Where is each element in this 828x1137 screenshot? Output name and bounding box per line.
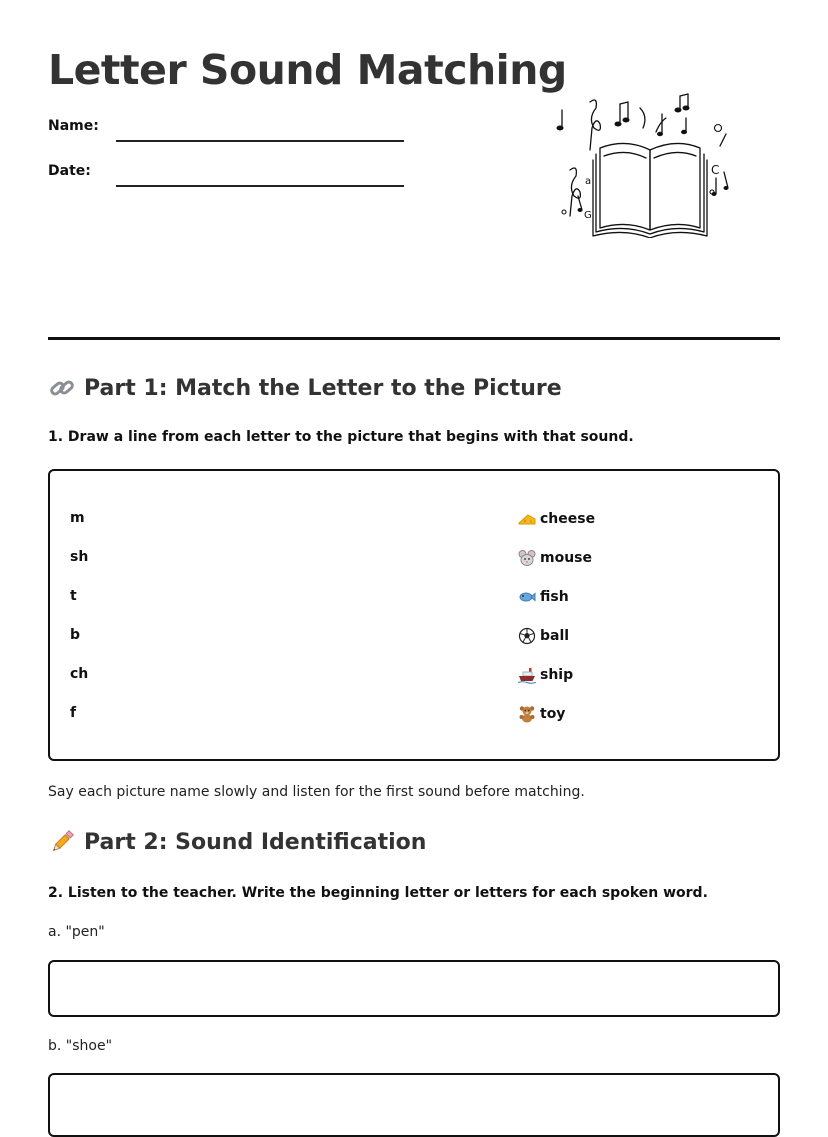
part1-instruction: 1. Draw a line from each letter to the picture that begins with that sound.	[48, 429, 634, 445]
letter-item[interactable]: b	[70, 627, 81, 643]
answer-box[interactable]	[48, 960, 780, 1017]
part2-heading-text: Part 2: Sound Identification	[84, 829, 427, 855]
letter-item[interactable]: m	[70, 510, 85, 526]
mouse-icon	[518, 549, 536, 567]
name-field[interactable]	[48, 118, 408, 148]
link-icon	[48, 374, 76, 402]
picture-label: fish	[540, 589, 569, 605]
date-field[interactable]	[48, 163, 408, 193]
picture-item[interactable]	[518, 666, 573, 684]
letter-item[interactable]: t	[70, 588, 77, 604]
ball-icon	[518, 627, 536, 645]
name-label: Name:	[48, 118, 99, 134]
picture-label: ship	[540, 667, 574, 683]
match-row	[50, 705, 778, 725]
picture-item[interactable]	[518, 705, 565, 723]
picture-item[interactable]	[518, 627, 569, 645]
teddy-bear-icon	[518, 705, 536, 723]
ship-icon	[518, 666, 536, 684]
section-divider	[48, 337, 780, 340]
date-label: Date:	[48, 163, 91, 179]
picture-label: cheese	[540, 511, 596, 527]
letter-item[interactable]: sh	[70, 549, 89, 565]
match-row	[50, 666, 778, 686]
pencil-icon	[48, 828, 76, 856]
cheese-icon	[518, 510, 536, 528]
picture-label: ball	[540, 628, 570, 644]
page-title: Letter Sound Matching	[48, 46, 567, 94]
date-line[interactable]	[116, 185, 404, 187]
item-label: b. "shoe"	[48, 1038, 113, 1054]
match-row	[50, 627, 778, 647]
picture-item[interactable]	[518, 549, 592, 567]
fish-icon	[518, 588, 536, 606]
match-row	[50, 549, 778, 569]
part2-heading	[48, 828, 426, 856]
part1-note: Say each picture name slowly and listen for the first sound before matching.	[48, 784, 585, 800]
picture-item[interactable]	[518, 510, 595, 528]
match-row	[50, 588, 778, 608]
illustration-letter-c: C	[711, 163, 720, 177]
item-label: a. "pen"	[48, 924, 105, 940]
picture-label: mouse	[540, 550, 593, 566]
part1-heading-text: Part 1: Match the Letter to the Picture	[84, 375, 562, 401]
matching-box	[48, 469, 780, 761]
picture-label: toy	[540, 706, 566, 722]
picture-item[interactable]	[518, 588, 569, 606]
letter-item[interactable]: f	[70, 705, 77, 721]
answer-box[interactable]	[48, 1073, 780, 1137]
illustration-letter-g: G	[584, 210, 592, 221]
name-line[interactable]	[116, 140, 404, 142]
match-row	[50, 510, 778, 530]
letter-item[interactable]: ch	[70, 666, 89, 682]
illustration-letter-a: a	[585, 176, 592, 187]
part2-instruction: 2. Listen to the teacher. Write the beginning letter or letters for each spoken word.	[48, 885, 708, 901]
open-book-music-notes-icon	[548, 88, 738, 238]
part1-heading	[48, 374, 562, 402]
